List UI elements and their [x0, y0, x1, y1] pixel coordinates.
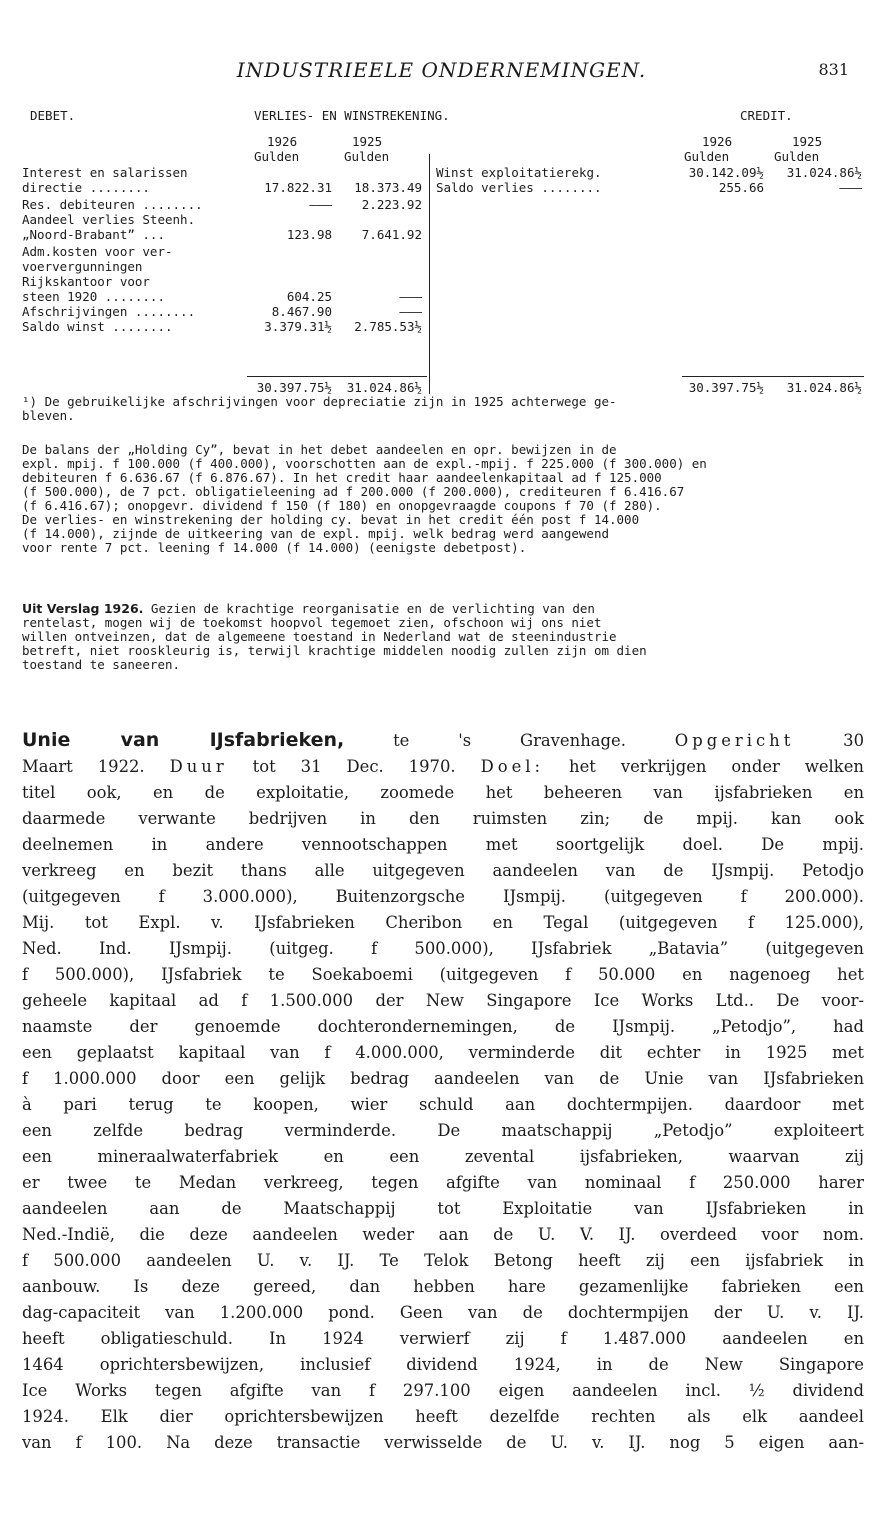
debet-value-1925: 7.641.92: [361, 227, 422, 242]
opgericht-value: 30: [794, 731, 864, 750]
debet-row-label: steen 1920 ........: [22, 289, 165, 304]
debet-value-1925: 2.223.92: [361, 197, 422, 212]
debet-row-label: Saldo winst ........: [22, 319, 173, 334]
verslag-label: Uit Verslag 1926.: [22, 601, 144, 616]
debet-row-label: „Noord-Brabant” ...: [22, 227, 165, 242]
entry-line: Ice Works tegen afgifte van f 297.100 eigen aandeelen incl. ½ dividend: [22, 1381, 864, 1400]
debet-value-1925: ———: [399, 289, 422, 304]
company-location: te 's Gravenhage.: [344, 731, 626, 750]
credit-year-1925: 1925: [792, 134, 823, 149]
entry-line: een zelfde bedrag verminderde. De maatschappij „Petodjo” exploiteert: [22, 1121, 864, 1140]
entry-line: f 500.000 aandeelen U. v. IJ. Te Telok Betong heeft zij een ijsfabriek in: [22, 1251, 864, 1270]
opgericht-label: Opgericht: [674, 731, 795, 750]
entry-line: een geplaatst kapitaal van f 4.000.000, verminderde dit echter in 1925 met: [22, 1043, 864, 1062]
entry-line: f 500.000), IJsfabriek te Soekaboemi (uitgegeven f 50.000 en nagenoeg het: [22, 965, 864, 984]
entry-line: er twee te Medan verkreeg, tegen afgifte van nominaal f 250.000 harer: [22, 1173, 864, 1192]
debet-value-1926: 604.25: [286, 289, 332, 304]
profit-loss-account: [22, 108, 864, 398]
debet-row-label: Res. debiteuren ........: [22, 197, 203, 212]
entry-line: Ned. Ind. IJsmpij. (uitgeg. f 500.000), IJsfabriek „Batavia” (uitgegeven: [22, 939, 864, 958]
credit-value-1925: ———: [839, 180, 862, 195]
entry-line: à pari terug te koopen, wier schuld aan dochtermpijen. daardoor met: [22, 1095, 864, 1114]
entry-line: naamste der genoemde dochterondernemingen, de IJsmpij. „Petodjo”, had: [22, 1017, 864, 1036]
credit-label: CREDIT.: [740, 108, 793, 123]
entry-line-1: [22, 727, 864, 754]
credit-value-1926: 255.66: [718, 180, 764, 195]
entry-line: aanbouw. Is deze gereed, dan hebben hare gezamenlijke fabrieken een: [22, 1277, 864, 1296]
debet-value-1926: 17.822.31: [264, 180, 332, 195]
entry-line: Mij. tot Expl. v. IJsfabrieken Cheribon en Tegal (uitgegeven f 125.000),: [22, 913, 864, 932]
debet-total-1925: 31.024.86½: [346, 380, 422, 395]
credit-total-1926: 30.397.75½: [688, 380, 764, 395]
entry-line: deelnemen in andere vennootschappen met soortgelijk doel. De mpij.: [22, 835, 864, 854]
entry-line: Ned.-Indië, die deze aandeelen weder aan de U. V. IJ. overdeed voor nom.: [22, 1225, 864, 1244]
debet-label: DEBET.: [30, 108, 76, 123]
duur-label: Duur: [169, 757, 228, 776]
running-title: INDUSTRIEELE ONDERNEMINGEN.: [236, 58, 647, 82]
running-header: [0, 58, 883, 84]
debet-value-1926: 8.467.90: [271, 304, 332, 319]
debet-value-1926: 123.98: [286, 227, 332, 242]
entry-line: heeft obligatieschuld. In 1924 verwierf zij f 1.487.000 aandeelen en: [22, 1329, 864, 1348]
verslag-paragraph: [22, 602, 864, 672]
debet-currency-1926: Gulden: [254, 149, 300, 164]
debet-row-label: Afschrijvingen ........: [22, 304, 196, 319]
credit-value-1925: 31.024.86½: [786, 165, 862, 180]
debet-row-label: Aandeel verlies Steenh.: [22, 212, 196, 227]
entry-line: 1924. Elk dier oprichtersbewijzen heeft dezelfde rechten als elk aandeel: [22, 1407, 864, 1426]
entry-line: verkreeg en bezit thans alle uitgegeven aandeelen van de IJsmpij. Petodjo: [22, 861, 864, 880]
entry-line: dag-capaciteit van 1.200.000 pond. Geen van de dochtermpijen der U. v. IJ.: [22, 1303, 864, 1322]
debet-year-1925: 1925: [352, 134, 383, 149]
entry-line-2: [22, 754, 864, 780]
credit-row-label: Saldo verlies ........: [436, 180, 602, 195]
credit-row-label: Winst exploitatierekg.: [436, 165, 602, 180]
debet-row-label: Rijkskantoor voor: [22, 274, 150, 289]
credit-total-1925: 31.024.86½: [786, 380, 862, 395]
credit-currency-1925: Gulden: [774, 149, 820, 164]
debet-value-1925: 2.785.53½: [354, 319, 422, 334]
entry-line: f 1.000.000 door een gelijk bedrag aandeelen van de Unie van IJsfabrieken: [22, 1069, 864, 1088]
entry-line: aandeelen aan de Maatschappij tot Exploitatie van IJsfabrieken in: [22, 1199, 864, 1218]
debet-row-label: Interest en salarissen: [22, 165, 188, 180]
entry-line: 1464 oprichtersbewijzen, inclusief dividend 1924, in de New Singapore: [22, 1355, 864, 1374]
debet-total-rule: [247, 376, 427, 377]
company-name: Unie van IJsfabrieken,: [22, 729, 345, 751]
entry-body-lines: [22, 780, 864, 1456]
debet-year-1926: 1926: [267, 134, 298, 149]
entry-line: daarmede verwante bedrijven in den ruimsten zin; de mpij. kan ook: [22, 809, 864, 828]
entry-line: geheele kapitaal ad f 1.500.000 der New Singapore Ice Works Ltd.. De voor-: [22, 991, 864, 1010]
debet-value-1926: ———: [309, 197, 332, 212]
page-number: 831: [818, 60, 849, 79]
entry-line: (uitgegeven f 3.000.000), Buitenzorgsche IJsmpij. (uitgegeven f 200.000).: [22, 887, 864, 906]
doel-label: Doel:: [480, 757, 545, 776]
holding-paragraph: De balans der „Holding Cy”, bevat in het debet aandeelen en opr. bewijzen in de expl. mpij. f 100.000 (f 400.000), voorschotten aan de expl.-mpij. f 225.000 (f 300.000) en debiteuren f 6.636.67 (f 6.876.67). In het credit haar aandeelenkapitaal ad f 125.000 (f 500.000), de 7 pct. obligatieleening ad f 200.000 (f 200.000), crediteuren f 6.416.67 (f 6.416.67); onopgevr. dividend f 150 (f 180) en onopgevraagde coupons f 70 (f 280). De verlies- en winstrekening der holding cy. bevat in het credit één post f 14.000 (f 14.000), zijnde de uitkeering van de expl. mpij. welk bedrag werd aangewend voor rente 7 pct. leening f 14.000 (f 14.000) (eenigste debetpost).: [22, 442, 707, 555]
verslag-text: Gezien de krachtige reorganisatie en de verlichting van den rentelast, mogen wij de toekomst hoopvol tegemoet zien, ofschoon wij ons niet willen ontveinzen, dat de algemeene toestand in Nederland wat de steenindustrie betreft, niet rooskleurig is, terwijl krachtige middelen noodig zullen zijn om dien toestand te saneeren.: [22, 601, 647, 672]
debet-currency-1925: Gulden: [344, 149, 390, 164]
account-title: VERLIES- EN WINSTREKENING.: [254, 108, 450, 123]
debet-value-1926: 3.379.31½: [264, 319, 332, 334]
debet-row-label: Adm.kosten voor ver-: [22, 244, 173, 259]
credit-value-1926: 30.142.09½: [688, 165, 764, 180]
entry-line: titel ook, en de exploitatie, zoomede het beheeren van ijsfabrieken en: [22, 783, 864, 802]
entry-line: een mineraalwaterfabriek en een zevental ijsfabrieken, waarvan zij: [22, 1147, 864, 1166]
entry-line: van f 100. Na deze transactie verwisselde de U. v. IJ. nog 5 eigen aan-: [22, 1433, 864, 1452]
debet-row-label: voervergunningen: [22, 259, 143, 274]
debet-value-1925: ———: [399, 304, 422, 319]
debet-row-label: directie ........: [22, 180, 150, 195]
credit-total-rule: [682, 376, 864, 377]
credit-year-1926: 1926: [702, 134, 733, 149]
credit-currency-1926: Gulden: [684, 149, 730, 164]
opgericht-date: Maart 1922.: [22, 757, 145, 776]
company-entry: [22, 727, 864, 1456]
debet-credit-divider: [429, 154, 430, 394]
debet-total-1926: 30.397.75½: [256, 380, 332, 395]
duur-value: tot 31 Dec. 1970.: [227, 757, 456, 776]
debet-value-1925: 18.373.49: [354, 180, 422, 195]
footnote: ¹) De gebruikelijke afschrijvingen voor depreciatie zijn in 1925 achterwege ge- bleven.: [22, 394, 617, 423]
doel-value: het verkrijgen onder welken: [544, 757, 864, 776]
